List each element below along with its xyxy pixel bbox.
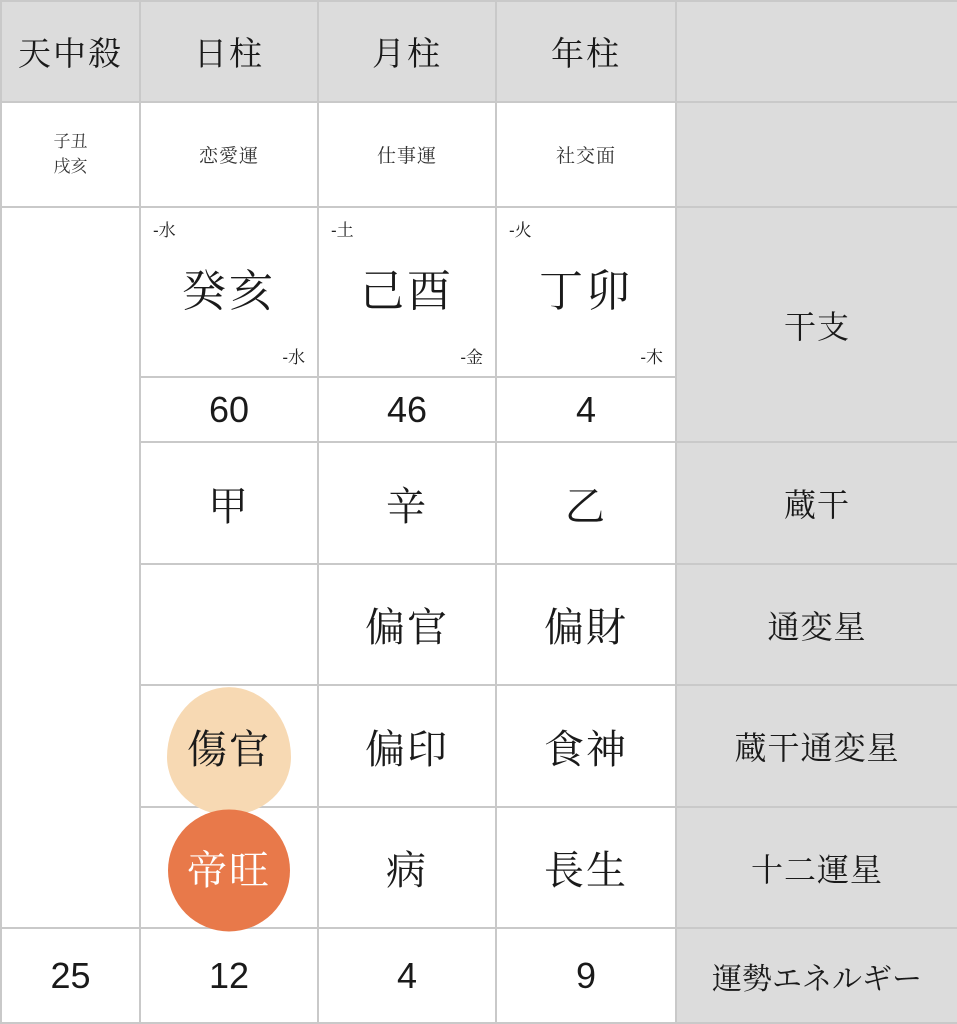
theme-label-blank [676, 102, 957, 208]
theme-year: 社交面 [496, 102, 676, 208]
table-header-row [1, 1, 957, 102]
tenchusatsu-line-2: 戌亥 [53, 156, 88, 176]
tsuhensei-month: 偏官 [318, 564, 496, 685]
kanshi-year-stem-element: -火 [509, 221, 532, 241]
junishi-month: 病 [318, 807, 496, 928]
number-year: 4 [496, 377, 676, 442]
tenchusatsu-value [1, 102, 140, 208]
zokan-tsuhensei-month: 偏印 [318, 685, 496, 806]
kanshi-year [496, 207, 676, 377]
kanshi-year-value: 丁卯 [539, 267, 633, 317]
theme-day: 恋愛運 [140, 102, 318, 208]
junishi-day [140, 807, 318, 928]
zokan-tsuhensei-year: 食神 [496, 685, 676, 806]
header-label-blank [676, 1, 957, 102]
theme-month: 仕事運 [318, 102, 496, 208]
kanshi-month-value: 己酉 [360, 267, 454, 317]
theme-row [1, 102, 957, 208]
junishi-row [1, 807, 957, 928]
energy-day: 12 [140, 928, 318, 1023]
row-label-junishi: 十二運星 [676, 807, 957, 928]
energy-tenchusatsu: 25 [1, 928, 140, 1023]
header-month-pillar: 月柱 [318, 1, 496, 102]
zokan-tsuhensei-day [140, 685, 318, 806]
header-tenchusatsu: 天中殺 [1, 1, 140, 102]
tsuhensei-row [1, 564, 957, 685]
kanshi-year-branch-element: -木 [640, 348, 663, 368]
zokan-tsuhensei-row [1, 685, 957, 806]
header-year-pillar: 年柱 [496, 1, 676, 102]
header-day-pillar: 日柱 [140, 1, 318, 102]
energy-row [1, 928, 957, 1023]
kanshi-day [140, 207, 318, 377]
tenchusatsu-empty-cell [1, 207, 140, 928]
kanshi-day-stem-element: -水 [153, 221, 176, 241]
row-label-zokan-tsuhensei: 蔵干通変星 [676, 685, 957, 806]
kanshi-row [1, 207, 957, 377]
junishi-year: 長生 [496, 807, 676, 928]
kanshi-day-branch-element: -水 [282, 348, 305, 368]
number-month: 46 [318, 377, 496, 442]
zokan-day: 甲 [140, 442, 318, 563]
kanshi-month [318, 207, 496, 377]
kanshi-day-value: 癸亥 [182, 267, 276, 317]
junishi-day-value: 帝旺 [187, 849, 271, 894]
row-label-energy: 運勢エネルギー [676, 928, 957, 1023]
number-day: 60 [140, 377, 318, 442]
zokan-year: 乙 [496, 442, 676, 563]
tsuhensei-day [140, 564, 318, 685]
zokan-tsuhensei-day-value: 傷官 [187, 727, 271, 772]
zokan-month: 辛 [318, 442, 496, 563]
tsuhensei-year: 偏財 [496, 564, 676, 685]
row-label-zokan: 蔵干 [676, 442, 957, 563]
row-label-tsuhensei: 通変星 [676, 564, 957, 685]
tenchusatsu-line-1: 子丑 [53, 132, 88, 152]
kanshi-month-branch-element: -金 [460, 348, 483, 368]
zokan-row [1, 442, 957, 563]
energy-year: 9 [496, 928, 676, 1023]
energy-month: 4 [318, 928, 496, 1023]
kanshi-month-stem-element: -土 [331, 221, 354, 241]
row-label-kanshi: 干支 [676, 207, 957, 442]
